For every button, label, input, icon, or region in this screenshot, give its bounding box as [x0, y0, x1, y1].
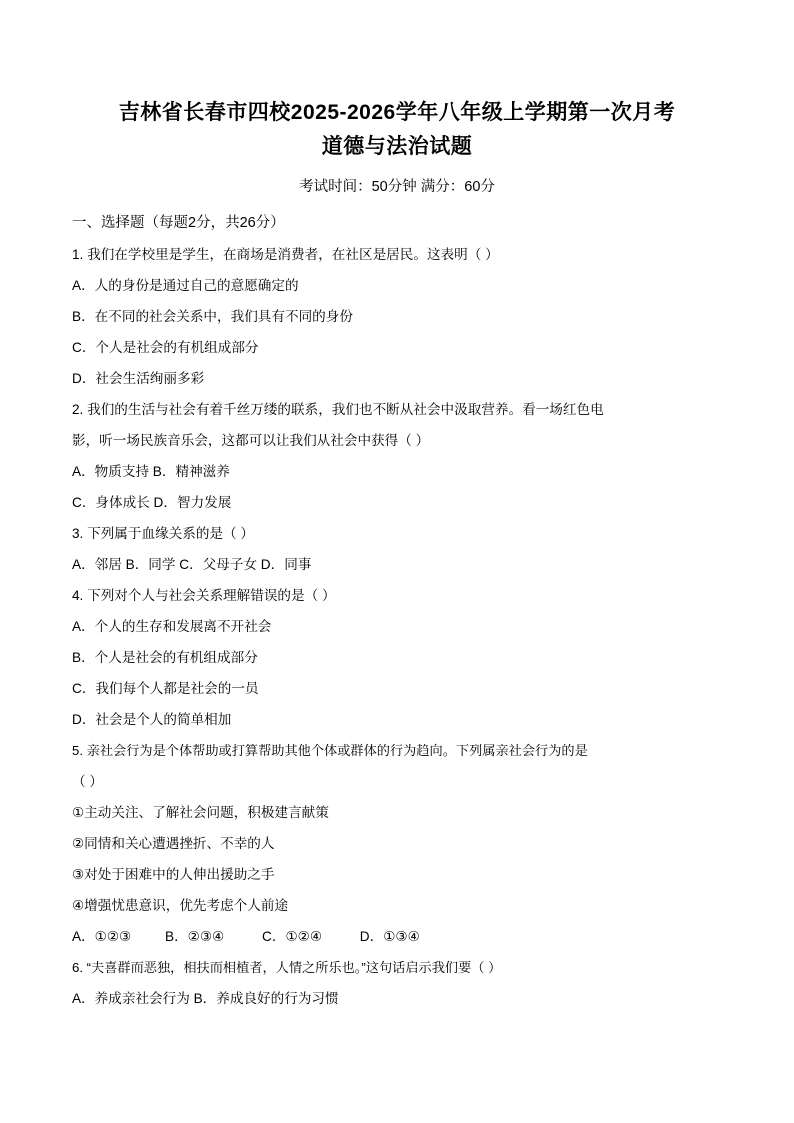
- question-5: [72, 735, 722, 952]
- section-heading: 一、选择题（每题2分，共26分）: [72, 215, 285, 231]
- question-2: [72, 394, 722, 518]
- title-line-1: 吉林省长春市四校2025-2026学年八年级上学期第一次月考: [118, 101, 676, 124]
- title-line-2: 道德与法治试题: [321, 135, 473, 158]
- exam-meta: 考试时间：50分钟 满分：60分: [299, 179, 495, 195]
- question-stem: 6. “夫喜群而恶独，相扶而相植者，人情之所乐也。”这句话启示我们要（ ）: [72, 960, 502, 975]
- question-option: D．社会是个人的简单相加: [72, 712, 232, 727]
- question-option: A．物质支持 B．精神滋养: [72, 464, 230, 479]
- question-option: A．养成亲社会行为 B．养成良好的行为习惯: [72, 991, 339, 1006]
- question-choice-row: [72, 921, 722, 952]
- question-option: A．个人的生存和发展离不开社会: [72, 619, 272, 634]
- choice-a: A．①②③: [72, 929, 132, 944]
- question-option: C．我们每个人都是社会的一员: [72, 681, 259, 696]
- page-title: [72, 96, 722, 164]
- question-option: C．身体成长 D．智力发展: [72, 495, 232, 510]
- question-item: ①主动关注、了解社会问题，积极建言献策: [72, 805, 329, 820]
- question-option: A．邻居 B．同学 C．父母子女 D．同事: [72, 557, 312, 572]
- question-item: ②同情和关心遭遇挫折、不幸的人: [72, 836, 275, 851]
- question-item: ③对处于困难中的人伸出援助之手: [72, 867, 275, 882]
- question-stem: 5. 亲社会行为是个体帮助或打算帮助其他个体或群体的行为趋向。下列属亲社会行为的是: [72, 743, 588, 758]
- question-stem: 4. 下列对个人与社会关系理解错误的是（ ）: [72, 588, 336, 603]
- question-4: [72, 580, 722, 735]
- question-option: B．在不同的社会关系中，我们具有不同的身份: [72, 309, 353, 324]
- question-option: D．社会生活绚丽多彩: [72, 371, 205, 386]
- question-option: B．个人是社会的有机组成部分: [72, 650, 258, 665]
- question-option: A．人的身份是通过自己的意愿确定的: [72, 278, 299, 293]
- question-1: [72, 239, 722, 394]
- question-6: [72, 952, 722, 1014]
- question-item: ④增强忧患意识，优先考虑个人前途: [72, 898, 289, 913]
- choice-c: C．①②④: [262, 929, 323, 944]
- choice-d: D．①③④: [359, 929, 420, 944]
- question-stem: 2. 我们的生活与社会有着千丝万缕的联系，我们也不断从社会中汲取营养。看一场红色电: [72, 402, 604, 417]
- question-stem: 3. 下列属于血缘关系的是（ ）: [72, 526, 255, 541]
- question-3: [72, 518, 722, 580]
- question-stem-continued: 影，听一场民族音乐会，这都可以让我们从社会中获得（ ）: [72, 433, 430, 448]
- question-stem: 1. 我们在学校里是学生，在商场是消费者，在社区是居民。这表明（ ）: [72, 247, 499, 262]
- choice-b: B．②③④: [165, 929, 225, 944]
- question-option: C．个人是社会的有机组成部分: [72, 340, 259, 355]
- question-stem-continued: （ ）: [72, 774, 103, 789]
